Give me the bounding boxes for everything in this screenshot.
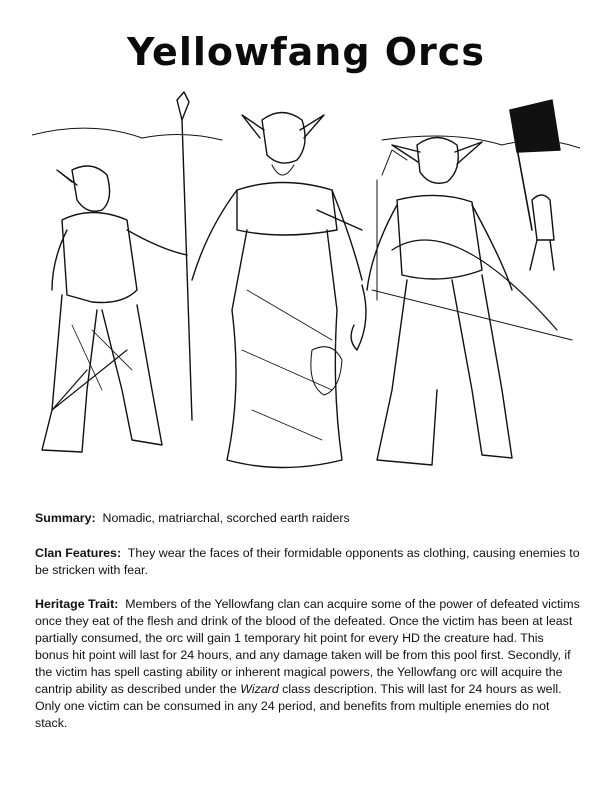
heritage-trait-label: Heritage Trait: — [35, 597, 119, 611]
orc-warband-illustration-icon — [32, 90, 580, 490]
clan-features-label: Clan Features: — [35, 546, 122, 560]
heritage-trait-text-part2: class description. This will last for 24 hours as well. Only one victim can be consumed in any 24 period, and benefits from multiple enemies do not stack. — [35, 682, 562, 730]
heritage-trait-text-part1: Members of the Yellowfang clan can acquire some of the power of defeated victims once they eat of the flesh and drink of the blood of the defeated. Once the victim has been at least partially consumed, the orc will gain 1 temporary hit point for every HD the creature had. This bonus hit point will last for 24 hours, and any damage taken will be from this pool first. Secondly, if the victim has spell casting ability or inherent magical powers, the Yellowfang orc will acquire the cantrip ability as described under the — [35, 597, 580, 696]
wizard-class-name: Wizard — [240, 682, 279, 696]
heritage-trait-paragraph — [35, 596, 580, 732]
clan-features-paragraph — [35, 545, 580, 579]
summary-label: Summary: — [35, 511, 96, 525]
summary-text: Nomadic, matriarchal, scorched earth raiders — [102, 511, 350, 525]
clan-features-text: They wear the faces of their formidable opponents as clothing, causing enemies to be stricken with fear. — [35, 546, 580, 577]
summary-paragraph — [35, 510, 580, 527]
page-title: Yellowfang Orcs — [127, 30, 485, 74]
